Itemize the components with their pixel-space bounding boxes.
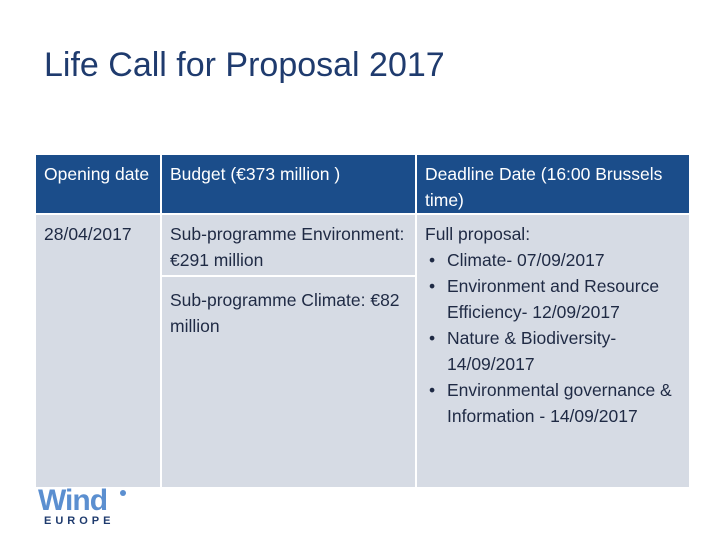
opening-date-value: 28/04/2017 bbox=[36, 215, 160, 487]
deadline-item: • Nature & Biodiversity- 14/09/2017 bbox=[425, 325, 681, 377]
deadline-list bbox=[425, 247, 681, 429]
budget-climate-text: Sub-programme Climate: €82 million bbox=[170, 290, 400, 336]
deadline-item: • Climate- 07/09/2017 bbox=[425, 247, 681, 273]
header-deadline: Deadline Date (16:00 Brussels time) bbox=[417, 155, 689, 213]
budget-climate bbox=[162, 277, 415, 487]
deadline-cell bbox=[417, 215, 689, 487]
windeurope-logo bbox=[38, 486, 138, 530]
deadline-intro: Full proposal: bbox=[425, 224, 531, 244]
slide-title: Life Call for Proposal 2017 bbox=[44, 46, 445, 84]
header-opening-date: Opening date bbox=[36, 155, 160, 213]
logo-subtitle: EUROPE bbox=[44, 515, 115, 527]
budget-environment: Sub-programme Environment: €291 million bbox=[162, 215, 415, 275]
deadline-item: • Environment and Resource Efficiency- 12/09/2017 bbox=[425, 273, 681, 325]
deadline-item: • Environmental governance & Information - 14/09/2017 bbox=[425, 377, 681, 429]
header-budget: Budget (€373 million ) bbox=[162, 155, 415, 213]
logo-word: Wind bbox=[38, 484, 108, 517]
logo-dot-icon bbox=[120, 490, 126, 496]
proposal-table bbox=[36, 155, 689, 487]
